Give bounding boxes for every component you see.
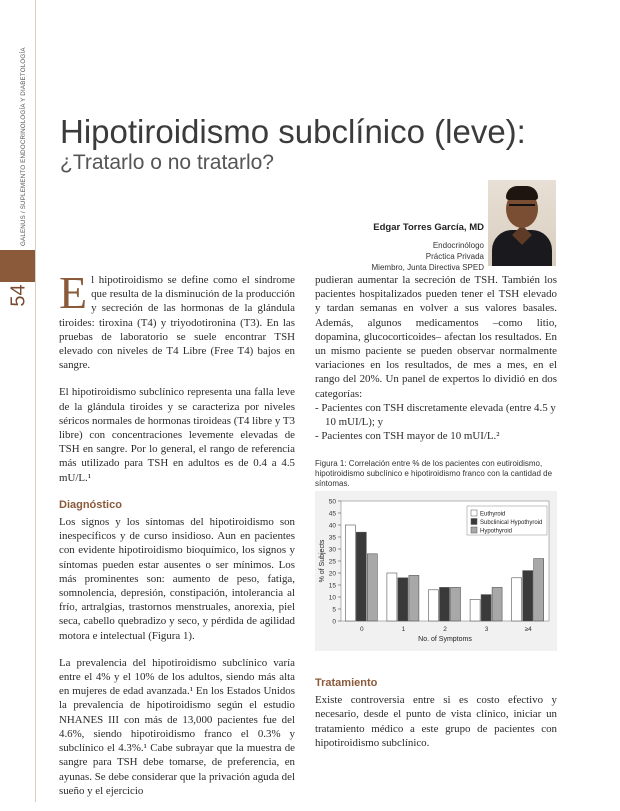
y-tick-label: 10 bbox=[328, 594, 336, 602]
paragraph-intro-text: l hipotiroidismo se define como el síndrome que resulta de la disminución de la producción y secreción de las hormonas de la glándula tiroides: tiroxina (T4) y triyodotironina (T3). En las pruebas de laboratorio se suele encontrar TSH elevado con niveles de T4 Libre (Free T4) bajos en sangre. bbox=[59, 274, 295, 372]
y-axis-label: % of Subjects bbox=[319, 539, 326, 583]
bar-hypothyroid bbox=[451, 587, 461, 621]
y-tick-label: 25 bbox=[328, 558, 336, 566]
bar-euthyroid bbox=[429, 590, 439, 621]
paragraph-treatment: Existe controversia entre si es costo efectivo y necesario, desde el punto de vista clínico, iniciar un tratamiento médico a este grupo de pacientes con hipotiroidismo subclínico. bbox=[315, 694, 557, 749]
author-practice: Práctica Privada bbox=[425, 252, 484, 261]
author-name: Edgar Torres García, MD bbox=[373, 222, 484, 233]
legend-entry: Euthyroid bbox=[480, 511, 506, 518]
legend-entry: Hypothyroid bbox=[480, 528, 513, 535]
bar-euthyroid bbox=[387, 573, 397, 621]
sidebar bbox=[0, 0, 36, 802]
bar-hypothyroid bbox=[367, 554, 377, 621]
y-tick-label: 30 bbox=[328, 546, 336, 554]
author-block bbox=[372, 222, 484, 273]
right-column-treatment bbox=[315, 676, 557, 763]
y-tick-label: 5 bbox=[332, 606, 336, 614]
x-tick-label: 1 bbox=[401, 626, 406, 633]
y-tick-label: 40 bbox=[328, 522, 336, 530]
bar-hypothyroid bbox=[534, 559, 544, 621]
bar-subclinical-hypothyroid bbox=[398, 578, 408, 621]
author-affiliation: Miembro, Junta Directiva SPED bbox=[371, 263, 484, 272]
paragraph-prevalence: La prevalencia del hipotiroidismo subclínico varía entre el 4% y el 10% de los adultos, siendo más alta en mujeres de edad avanzada.¹ En los Estados Unidos la prevalencia de hipotiroidismo según el estudio NHANES III con más de 13,000 pacientes fue del 4.6%, siendo hipotiroidismo franco el 0.3% y subclínico el 4.3%.¹ Cabe subrayar que la muestra de sangre para TSH debe tomarse, de preferencia, en ayunas. Se debe considerar que la privación aguda del sueño y el ejercicio bbox=[59, 656, 295, 797]
category-list bbox=[315, 401, 557, 444]
y-tick-label: 35 bbox=[328, 534, 336, 542]
legend-swatch bbox=[471, 527, 477, 533]
x-tick-label: ≥4 bbox=[524, 626, 532, 633]
bar-chart bbox=[315, 491, 557, 651]
bar-subclinical-hypothyroid bbox=[481, 595, 491, 621]
x-tick-label: 2 bbox=[443, 626, 447, 633]
article-title: Hipotiroidismo subclínico (leve): bbox=[60, 113, 526, 150]
paragraph-definition: El hipotiroidismo subclínico representa una falla leve de la glándula tiroides y se caracteriza por niveles séricos normales de hormonas tiroideas (T4 libre y T3 libre) con concentraciones levemente elevadas de TSH en sangre. Por lo general, el rango de referencia más utilizado para TSH en adultos es de 0.4 a 4.5 mU/L.¹ bbox=[59, 386, 295, 484]
author-photo bbox=[488, 180, 556, 266]
paragraph-symptoms: Los signos y los síntomas del hipotiroidismo son inespecíficos y de curso insidioso. Aun en pacientes con evidente hipotiroidismo bioquímico, los signos y síntomas pueden estar ausentes o ser mínimos. Los más prominentes son: aumento de peso, fatiga, somnolencia, depresión, constipación, intolerancia al frío, artralgias, trastornos menstruales, anorexia, piel seca, cabello quebradizo y seco, y pérdida de agilidad motora e intelectual (Figura 1). bbox=[59, 516, 295, 642]
bar-euthyroid bbox=[512, 578, 522, 621]
article-subtitle: ¿Tratarlo o no tratarlo? bbox=[60, 151, 274, 174]
paragraph-tsh: pudieran aumentar la secreción de TSH. También los pacientes hospitalizados pueden tener el TSH elevado y tardan semanas en volver a sus valores basales. Además, algunos medicamentos –como litio, dopamina, glucocorticoides– afectan los resultados. En un mismo paciente se pueden observar normalmente variaciones en los resultados, de mes a mes, en el rango del 20%. Un panel de expertos lo dividió en dos categorías: bbox=[315, 274, 557, 400]
running-head-container bbox=[0, 0, 36, 250]
x-axis-label: No. of Symptoms bbox=[418, 636, 472, 643]
legend-entry: Subclinical Hypothyroid bbox=[480, 520, 543, 526]
y-tick-label: 45 bbox=[328, 510, 336, 518]
bar-subclinical-hypothyroid bbox=[523, 571, 533, 621]
y-tick-label: 0 bbox=[332, 618, 336, 626]
heading-diagnostico: Diagnóstico bbox=[59, 498, 122, 511]
running-head: GALENUS / SUPLEMENTO ENDOCRINOLOGÍA Y DIABETOLOGÍA bbox=[20, 47, 27, 246]
x-tick-label: 3 bbox=[484, 626, 489, 633]
page-tab bbox=[0, 250, 36, 282]
legend-swatch bbox=[471, 510, 477, 516]
bar-subclinical-hypothyroid bbox=[440, 587, 450, 621]
sidebar-divider bbox=[35, 0, 36, 802]
dropcap: E bbox=[59, 267, 88, 318]
left-column bbox=[59, 267, 295, 811]
photo-glasses bbox=[509, 204, 535, 212]
paragraph-intro bbox=[59, 267, 295, 372]
right-column bbox=[315, 273, 557, 443]
y-tick-label: 20 bbox=[328, 570, 336, 578]
x-tick-label: 0 bbox=[359, 626, 364, 633]
photo-hair bbox=[506, 186, 538, 200]
author-role: Endocrinólogo bbox=[432, 241, 484, 250]
legend-swatch bbox=[471, 519, 477, 525]
list-item: - Pacientes con TSH discretamente elevada (entre 4.5 y 10 mUI/L); y bbox=[315, 401, 556, 429]
list-item: - Pacientes con TSH mayor de 10 mUI/L.² bbox=[315, 430, 500, 443]
heading-tratamiento: Tratamiento bbox=[315, 677, 378, 689]
bar-euthyroid bbox=[345, 525, 355, 621]
figure-caption: Figura 1: Correlación entre % de los pacientes con eutiroidismo, hipotiroidismo subclínico e hipotiroidismo franco con la cantidad de síntomas. bbox=[315, 459, 553, 488]
page-number: 54 bbox=[7, 284, 30, 307]
bar-subclinical-hypothyroid bbox=[356, 532, 366, 621]
y-tick-label: 15 bbox=[328, 582, 336, 590]
bar-hypothyroid bbox=[492, 587, 502, 621]
y-tick-label: 50 bbox=[328, 498, 336, 506]
figure-chart bbox=[315, 491, 557, 651]
bar-euthyroid bbox=[470, 599, 480, 621]
bar-hypothyroid bbox=[409, 575, 419, 621]
